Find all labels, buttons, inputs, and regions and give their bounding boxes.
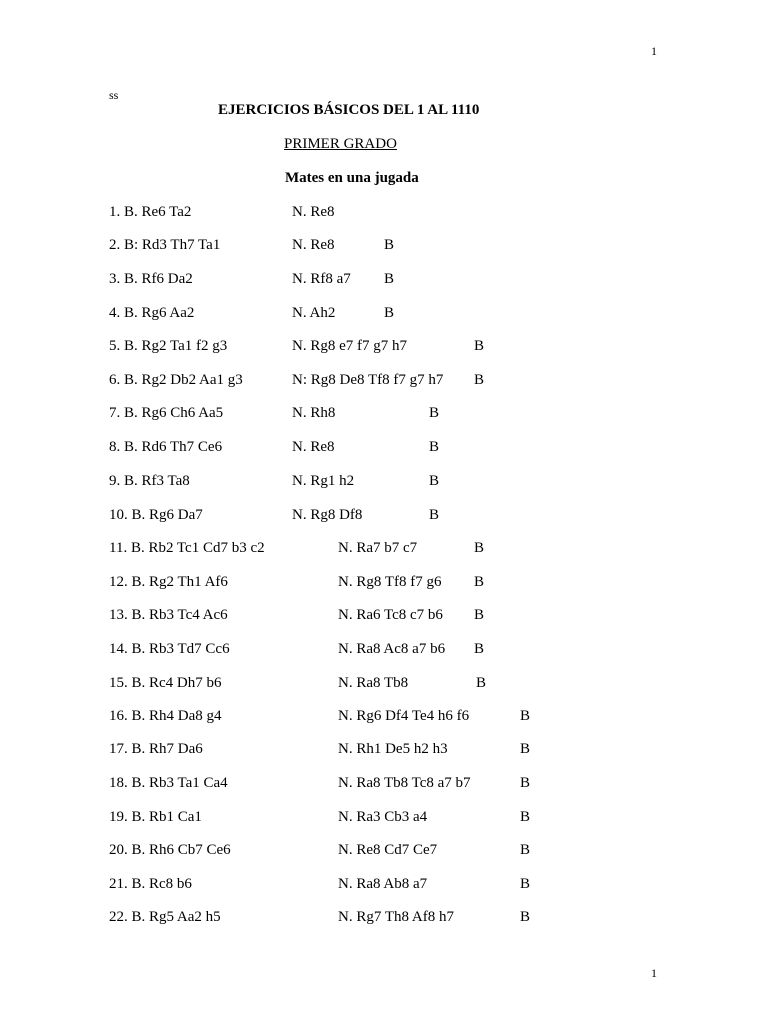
white-position: 2. B: Rd3 Th7 Ta1 bbox=[109, 237, 221, 253]
black-position: N. Re8 bbox=[292, 237, 335, 253]
turn-marker: B bbox=[474, 540, 485, 556]
white-position: 16. B. Rh4 Da8 g4 bbox=[109, 708, 222, 724]
exercise-row bbox=[0, 507, 768, 527]
exercise-row bbox=[0, 305, 768, 325]
turn-marker: B bbox=[384, 271, 395, 287]
turn-marker: B bbox=[384, 305, 395, 321]
white-position: 7. B. Rg6 Ch6 Aa5 bbox=[109, 405, 224, 421]
exercise-row bbox=[0, 237, 768, 257]
white-position: 18. B. Rb3 Ta1 Ca4 bbox=[109, 775, 228, 791]
turn-marker: B bbox=[429, 439, 440, 455]
turn-marker: B bbox=[474, 372, 485, 388]
white-position: 8. B. Rd6 Th7 Ce6 bbox=[109, 439, 223, 455]
black-position: N. Rg6 Df4 Te4 h6 f6 bbox=[338, 708, 470, 724]
black-position: N. Re8 bbox=[292, 439, 335, 455]
black-position: N: Rg8 De8 Tf8 f7 g7 h7 bbox=[292, 372, 444, 388]
white-position: 11. B. Rb2 Tc1 Cd7 b3 c2 bbox=[109, 540, 265, 556]
exercise-row bbox=[0, 909, 768, 929]
black-position: N. Rh1 De5 h2 h3 bbox=[338, 741, 448, 757]
turn-marker: B bbox=[520, 809, 531, 825]
white-position: 10. B. Rg6 Da7 bbox=[109, 507, 203, 523]
turn-marker: B bbox=[474, 574, 485, 590]
black-position: N. Ah2 bbox=[292, 305, 336, 321]
turn-marker: B bbox=[520, 741, 531, 757]
white-position: 13. B. Rb3 Tc4 Ac6 bbox=[109, 607, 228, 623]
turn-marker: B bbox=[474, 641, 485, 657]
white-position: 15. B. Rc4 Dh7 b6 bbox=[109, 675, 222, 691]
white-position: 5. B. Rg2 Ta1 f2 g3 bbox=[109, 338, 228, 354]
turn-marker: B bbox=[474, 338, 485, 354]
black-position: N. Ra8 Ac8 a7 b6 bbox=[338, 641, 446, 657]
black-position: N. Re8 Cd7 Ce7 bbox=[338, 842, 438, 858]
exercise-row bbox=[0, 338, 768, 358]
turn-marker: B bbox=[520, 775, 531, 791]
black-position: N. Re8 bbox=[292, 204, 335, 220]
header-note: ss bbox=[109, 88, 119, 102]
grade-heading: PRIMER GRADO bbox=[284, 136, 397, 152]
turn-marker: B bbox=[476, 675, 487, 691]
black-position: N. Ra8 Ab8 a7 bbox=[338, 876, 428, 892]
exercise-row bbox=[0, 473, 768, 493]
page-number-bottom: 1 bbox=[651, 966, 657, 980]
turn-marker: B bbox=[429, 507, 440, 523]
black-position: N. Rg7 Th8 Af8 h7 bbox=[338, 909, 454, 925]
black-position: N. Ra3 Cb3 a4 bbox=[338, 809, 428, 825]
section-subtitle: Mates en una jugada bbox=[285, 170, 419, 186]
white-position: 3. B. Rf6 Da2 bbox=[109, 271, 193, 287]
black-position: N. Rg8 e7 f7 g7 h7 bbox=[292, 338, 407, 354]
exercise-row bbox=[0, 775, 768, 795]
turn-marker: B bbox=[384, 237, 395, 253]
white-position: 19. B. Rb1 Ca1 bbox=[109, 809, 202, 825]
black-position: N. Rg1 h2 bbox=[292, 473, 355, 489]
exercise-row bbox=[0, 439, 768, 459]
white-position: 1. B. Re6 Ta2 bbox=[109, 204, 192, 220]
exercise-row bbox=[0, 372, 768, 392]
black-position: N. Ra7 b7 c7 bbox=[338, 540, 418, 556]
turn-marker: B bbox=[520, 708, 531, 724]
white-position: 14. B. Rb3 Td7 Cc6 bbox=[109, 641, 230, 657]
black-position: N. Rg8 Df8 bbox=[292, 507, 363, 523]
white-position: 17. B. Rh7 Da6 bbox=[109, 741, 203, 757]
white-position: 9. B. Rf3 Ta8 bbox=[109, 473, 190, 489]
exercise-row bbox=[0, 607, 768, 627]
exercise-row bbox=[0, 708, 768, 728]
black-position: N. Ra8 Tb8 Tc8 a7 b7 bbox=[338, 775, 471, 791]
page-number-top: 1 bbox=[651, 44, 657, 58]
exercise-row bbox=[0, 271, 768, 291]
exercise-row bbox=[0, 675, 768, 695]
exercise-row bbox=[0, 842, 768, 862]
exercise-row bbox=[0, 809, 768, 829]
turn-marker: B bbox=[520, 876, 531, 892]
black-position: N. Rg8 Tf8 f7 g6 bbox=[338, 574, 442, 590]
white-position: 4. B. Rg6 Aa2 bbox=[109, 305, 195, 321]
black-position: N. Ra6 Tc8 c7 b6 bbox=[338, 607, 443, 623]
black-position: N. Rh8 bbox=[292, 405, 336, 421]
white-position: 20. B. Rh6 Cb7 Ce6 bbox=[109, 842, 231, 858]
document-title: EJERCICIOS BÁSICOS DEL 1 AL 1110 bbox=[218, 102, 480, 118]
black-position: N. Rf8 a7 bbox=[292, 271, 351, 287]
white-position: 12. B. Rg2 Th1 Af6 bbox=[109, 574, 228, 590]
turn-marker: B bbox=[520, 842, 531, 858]
turn-marker: B bbox=[520, 909, 531, 925]
exercise-row bbox=[0, 405, 768, 425]
turn-marker: B bbox=[429, 473, 440, 489]
exercise-row bbox=[0, 641, 768, 661]
exercise-row bbox=[0, 574, 768, 594]
turn-marker: B bbox=[474, 607, 485, 623]
exercise-row bbox=[0, 876, 768, 896]
black-position: N. Ra8 Tb8 bbox=[338, 675, 409, 691]
white-position: 21. B. Rc8 b6 bbox=[109, 876, 192, 892]
exercise-row bbox=[0, 540, 768, 560]
exercise-row bbox=[0, 741, 768, 761]
exercise-row bbox=[0, 204, 768, 224]
white-position: 22. B. Rg5 Aa2 h5 bbox=[109, 909, 221, 925]
white-position: 6. B. Rg2 Db2 Aa1 g3 bbox=[109, 372, 243, 388]
turn-marker: B bbox=[429, 405, 440, 421]
